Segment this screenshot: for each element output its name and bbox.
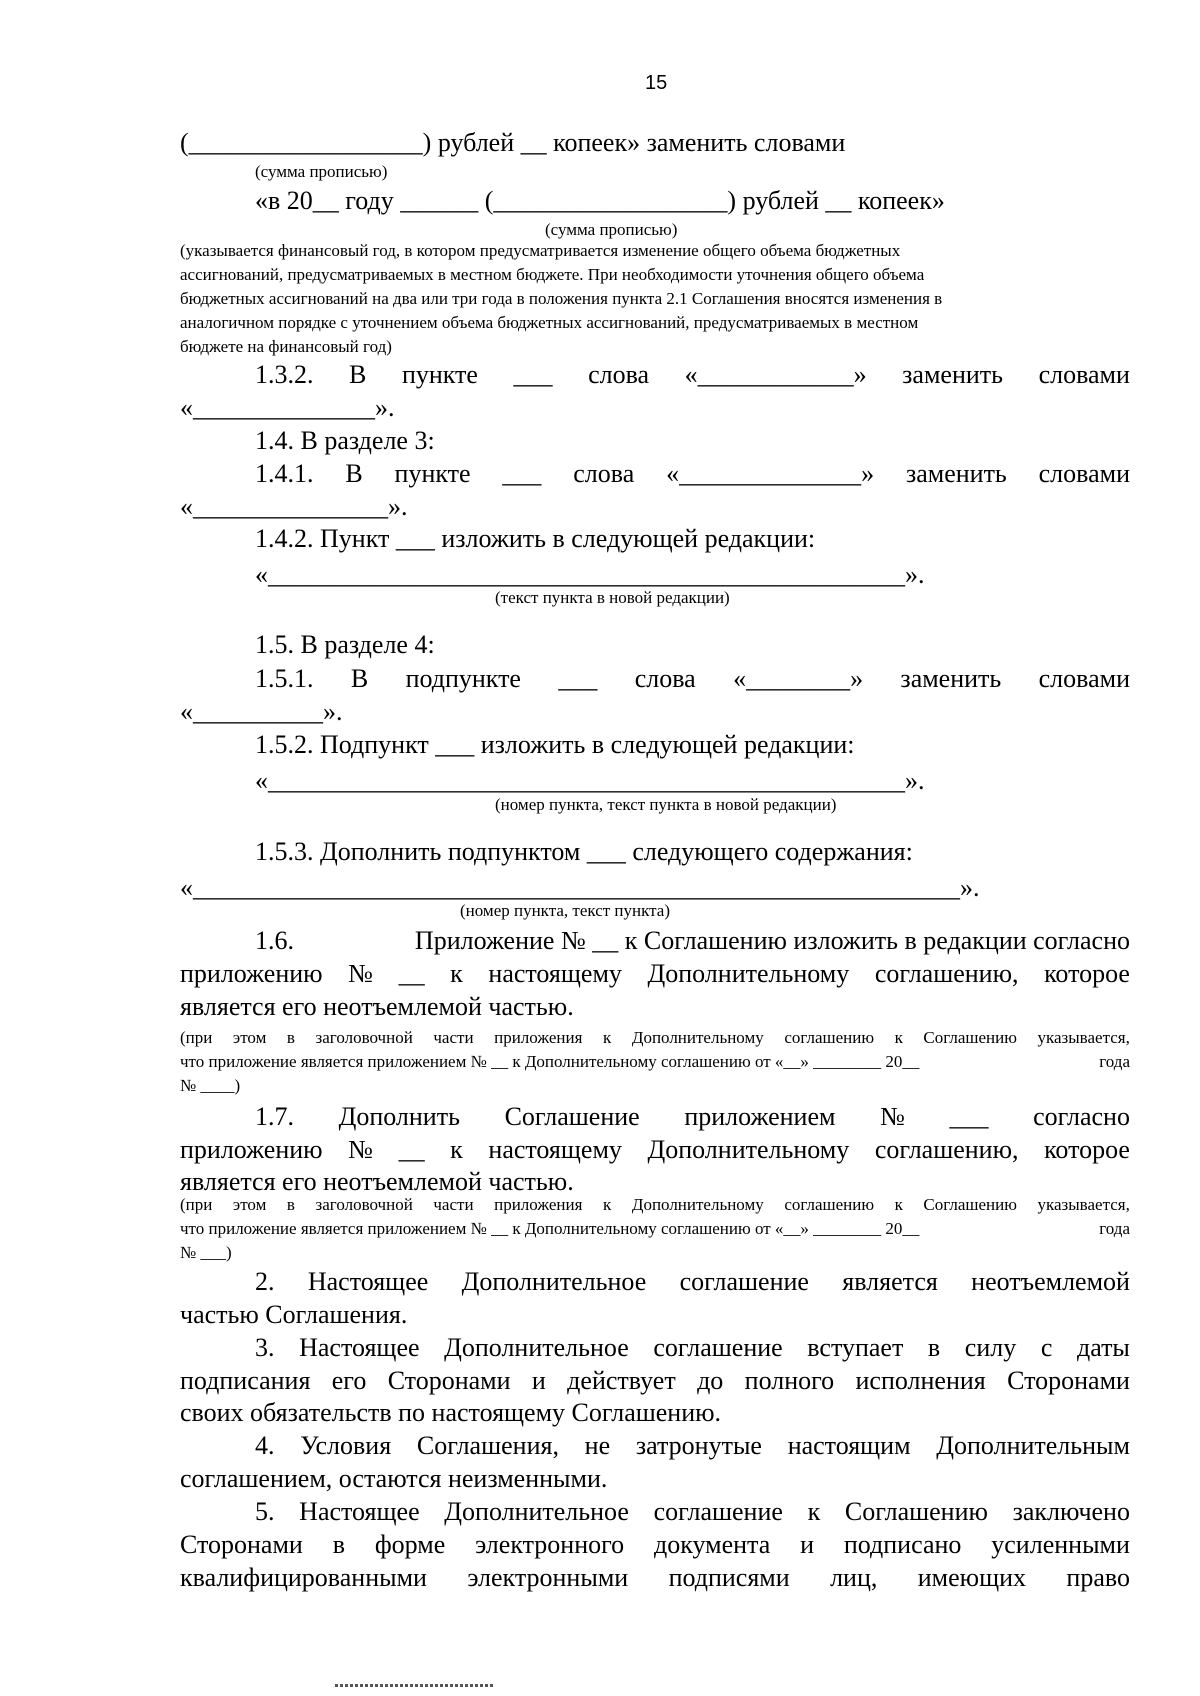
word: в: [286, 1195, 295, 1214]
note-1-6-line-2: [180, 1052, 1130, 1072]
word: к: [450, 959, 463, 988]
word: (при: [180, 1195, 213, 1214]
clause-1-4-1-cont: «_______________».: [180, 492, 408, 521]
year-amount-line: «в 20__ году ______ (__________________) рублей __ копеек»: [255, 186, 945, 215]
word: к: [894, 1028, 903, 1047]
word: слова: [573, 459, 635, 488]
scan-edge-artifact: [335, 1684, 495, 1687]
word: Настоящее: [307, 1267, 429, 1296]
word: Сторонами: [387, 1366, 511, 1395]
word: (при: [180, 1028, 213, 1047]
word: года: [1099, 1052, 1130, 1071]
word: словами: [1038, 360, 1130, 389]
clause-3-line-2: [180, 1366, 1130, 1396]
blank: «________»: [733, 664, 864, 693]
word: соглашению,: [874, 959, 1019, 988]
blank: ___: [513, 360, 553, 389]
clause-1-5-2-caption: (номер пункта, текст пункта в новой редакции): [495, 795, 837, 814]
clause-1-6: [255, 926, 1130, 956]
clause-1-7-line-3: является его неотъемлемой частью.: [180, 1167, 574, 1196]
word: соглашение: [653, 1333, 783, 1362]
word: Соглашению: [844, 1497, 988, 1526]
word: части: [433, 1195, 474, 1214]
word: право: [1066, 1563, 1130, 1592]
word: Сторонами: [1007, 1366, 1130, 1395]
text: Приложение № __ к Соглашению изложить в редакции согласно: [414, 926, 1130, 955]
clause-number: 1.6.: [255, 926, 294, 955]
word: заключено: [1012, 1497, 1130, 1526]
clause-number: 1.4.1.: [255, 459, 314, 488]
word: подписями: [668, 1563, 790, 1592]
word: соглашение: [679, 1267, 809, 1296]
word: соглашение: [653, 1497, 783, 1526]
word: пункте: [401, 360, 478, 389]
word: подписано: [843, 1530, 962, 1559]
word: приложению: [180, 1135, 323, 1164]
text: что приложение является приложением № __ к Дополнительному соглашению от «__» ________ 20__: [180, 1219, 920, 1238]
amount-caption: (сумма прописью): [255, 162, 388, 181]
word: исполнения: [855, 1366, 986, 1395]
word: приложению: [180, 959, 323, 988]
clause-1-4-2-caption: (текст пункта в новой редакции): [495, 588, 730, 607]
clause-4: [255, 1431, 1130, 1461]
clause-number: 2.: [255, 1267, 275, 1296]
blank: __: [398, 1135, 425, 1164]
word: Дополнительное: [461, 1267, 647, 1296]
note-line-1: (указывается финансовый год, в котором предусматривается изменение общего объема бюджетных: [180, 241, 901, 260]
clause-3: [255, 1333, 1130, 1363]
word: приложения: [494, 1028, 583, 1047]
word: В: [350, 664, 369, 693]
word: к: [450, 1135, 463, 1164]
clause-2: [255, 1267, 1130, 1297]
word: силу: [964, 1333, 1017, 1362]
clause-number: 1.5.1.: [255, 664, 314, 693]
blank: ___: [502, 459, 542, 488]
word: его: [331, 1366, 367, 1395]
word: в: [332, 1530, 345, 1559]
word: №: [348, 1135, 373, 1164]
clause-1-5-1: [255, 664, 1130, 694]
word: Сторонами: [180, 1530, 303, 1559]
blank: «______________»: [666, 459, 875, 488]
note-1-7-line-1: [180, 1195, 1130, 1215]
word: настоящему: [488, 959, 622, 988]
word: №: [880, 1102, 905, 1131]
clause-1-5-3: 1.5.3. Дополнить подпунктом ___ следующего содержания:: [255, 837, 913, 866]
word: года: [1099, 1219, 1130, 1238]
word: полного: [744, 1366, 835, 1395]
word: приложения: [494, 1195, 583, 1214]
word: электронного: [475, 1530, 625, 1559]
note-1-7-line-2: [180, 1219, 1130, 1239]
word: даты: [1076, 1333, 1130, 1362]
clause-5-line-3: [180, 1563, 1130, 1593]
word: соглашению,: [874, 1135, 1019, 1164]
clause-2-line-2: частью Соглашения.: [180, 1300, 408, 1329]
word: действует: [567, 1366, 676, 1395]
word: №: [348, 959, 373, 988]
word: Настоящее: [299, 1333, 420, 1362]
word: является: [842, 1267, 938, 1296]
note-line-2: ассигнований, предусматриваемых в местном бюджете. При необходимости уточнения общего объема: [180, 265, 925, 284]
word: к: [603, 1195, 612, 1214]
word: этом: [232, 1195, 267, 1214]
clause-1-5-1-cont: «__________».: [180, 697, 343, 726]
word: словами: [1038, 459, 1130, 488]
word: Дополнительным: [936, 1431, 1130, 1460]
word: указывается,: [1037, 1195, 1130, 1214]
note-line-3: бюджетных ассигнований на два или три года в положения пункта 2.1 Соглашения вносятся изменения в: [180, 289, 943, 308]
word: заменить: [900, 664, 1002, 693]
word: электронными: [467, 1563, 629, 1592]
section-1-5: 1.5. В разделе 4:: [255, 630, 435, 659]
clause-1-5-2-blank: «_________________________________________________».: [255, 766, 925, 795]
clause-1-6-line-3: является его неотъемлемой частью.: [180, 992, 574, 1021]
word: которое: [1044, 1135, 1130, 1164]
word: к: [807, 1497, 821, 1526]
word: Соглашение: [504, 1102, 640, 1131]
clause-5: [255, 1497, 1130, 1527]
word: указывается,: [1037, 1028, 1130, 1047]
word: Дополнительному: [631, 1028, 764, 1047]
word: неотъемлемой: [971, 1267, 1130, 1296]
word: Соглашению: [923, 1028, 1017, 1047]
clause-1-4-2: 1.4.2. Пункт ___ изложить в следующей редакции:: [255, 524, 816, 553]
clause-number: 1.7.: [255, 1102, 294, 1131]
clause-number: 5.: [255, 1497, 275, 1526]
clause-1-3-2-cont: «______________».: [180, 393, 395, 422]
text: что приложение является приложением № __ к Дополнительному соглашению от «__» ________ 20__: [180, 1052, 920, 1071]
word: заголовочной: [315, 1195, 413, 1214]
word: заголовочной: [315, 1028, 413, 1047]
word: Дополнительное: [444, 1497, 629, 1526]
word: приложением: [684, 1102, 836, 1131]
clause-5-line-2: [180, 1530, 1130, 1560]
clause-1-4-1: [255, 459, 1130, 489]
word: настоящему: [488, 1135, 622, 1164]
word: к: [603, 1028, 612, 1047]
note-line-4: аналогичном порядке с уточнением объема бюджетных ассигнований, предусматриваемых в местном: [180, 313, 919, 332]
word: в: [927, 1333, 941, 1362]
word: затронутые: [635, 1431, 762, 1460]
word: Дополнить: [338, 1102, 460, 1131]
word: не: [584, 1431, 611, 1460]
word: и: [531, 1366, 546, 1395]
word: заменить: [905, 459, 1007, 488]
note-1-6-line-3: № ____): [180, 1076, 241, 1095]
word: этом: [232, 1028, 267, 1047]
word: квалифицированными: [180, 1563, 427, 1592]
word: лиц,: [830, 1563, 878, 1592]
amount-caption-2: (сумма прописью): [545, 220, 678, 239]
clause-4-line-2: соглашением, остаются неизменными.: [180, 1464, 608, 1493]
clause-1-3-2: [255, 360, 1130, 390]
clause-number: 4.: [255, 1431, 275, 1460]
clause-1-6-line-2: [180, 959, 1130, 989]
clause-1-4-2-blank: «_________________________________________________».: [255, 560, 925, 589]
clause-1-7: [255, 1102, 1130, 1132]
note-1-6-line-1: [180, 1028, 1130, 1048]
clause-1-5-2: 1.5.2. Подпункт ___ изложить в следующей редакции:: [255, 730, 855, 759]
word: Соглашению: [923, 1195, 1017, 1214]
word: слова: [634, 664, 696, 693]
word: подпункте: [405, 664, 521, 693]
word: слова: [588, 360, 650, 389]
word: имеющих: [917, 1563, 1027, 1592]
word: до: [697, 1366, 724, 1395]
clause-number: 3.: [255, 1333, 275, 1362]
word: пункте: [394, 459, 471, 488]
word: настоящим: [787, 1431, 911, 1460]
word: Дополнительное: [444, 1333, 629, 1362]
word: части: [433, 1028, 474, 1047]
section-1-4: 1.4. В разделе 3:: [255, 426, 435, 455]
word: вступает: [807, 1333, 904, 1362]
word: с: [1040, 1333, 1053, 1362]
word: В: [349, 360, 367, 389]
word: Дополнительному: [631, 1195, 764, 1214]
word: Настоящее: [299, 1497, 420, 1526]
word: В: [345, 459, 363, 488]
word: соглашению: [784, 1195, 875, 1214]
blank: «____________»: [684, 360, 867, 389]
word: словами: [1038, 664, 1130, 693]
word: в: [286, 1028, 295, 1047]
word: усиленными: [991, 1530, 1130, 1559]
amount-words-line: (__________________) рублей __ копеек» заменить словами: [180, 128, 846, 157]
word: подписания: [180, 1366, 311, 1395]
word: форме: [374, 1530, 446, 1559]
word: и: [800, 1530, 815, 1559]
word: согласно: [1033, 1102, 1130, 1131]
clause-3-line-3: своих обязательств по настоящему Соглашению.: [180, 1398, 722, 1427]
clause-1-5-3-caption: (номер пункта, текст пункта): [460, 901, 671, 920]
clause-number: 1.3.2.: [255, 360, 314, 389]
word: которое: [1044, 959, 1130, 988]
page-number: 15: [645, 72, 668, 94]
note-1-7-line-3: № ___): [180, 1243, 232, 1262]
word: Дополнительному: [647, 959, 850, 988]
clause-1-7-line-2: [180, 1135, 1130, 1165]
word: к: [894, 1195, 903, 1214]
blank: ___: [949, 1102, 989, 1131]
note-line-5: бюджете на финансовый год): [180, 337, 392, 356]
blank: ___: [558, 664, 598, 693]
blank: __: [398, 959, 425, 988]
word: заменить: [902, 360, 1004, 389]
word: Условия: [300, 1431, 392, 1460]
word: Дополнительному: [647, 1135, 850, 1164]
clause-1-5-3-blank: «___________________________________________________________».: [180, 873, 980, 902]
word: соглашению: [784, 1028, 875, 1047]
word: Соглашения,: [416, 1431, 559, 1460]
word: документа: [653, 1530, 771, 1559]
